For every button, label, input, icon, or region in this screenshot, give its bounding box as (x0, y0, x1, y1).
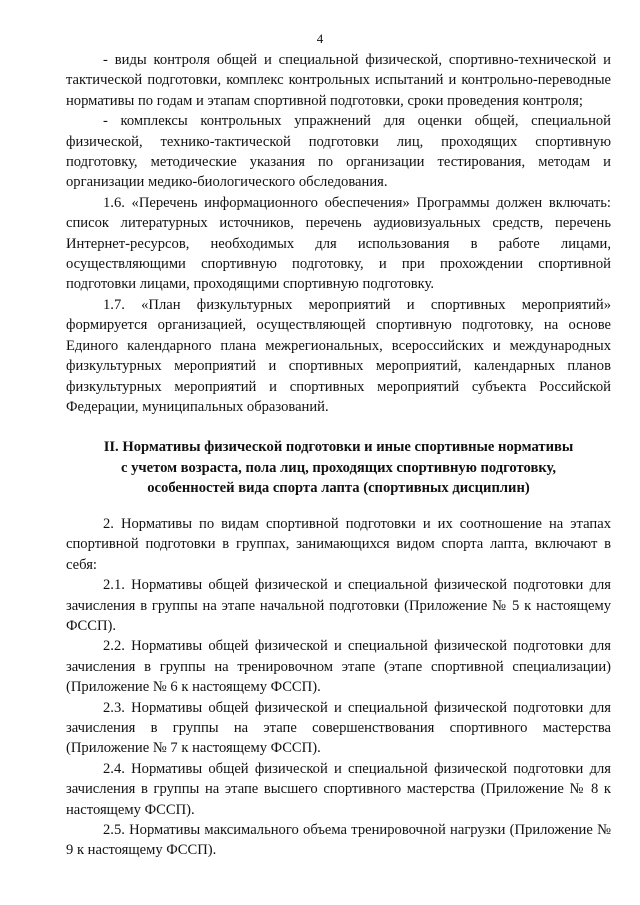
paragraph-2-2: 2.2. Нормативы общей физической и специальной физической подготовки для зачисления в группы на тренировочном этапе (этапе спортивной специализации) (Приложение № 6 к настоящему ФССП). (66, 638, 611, 696)
paragraph-control-exercises: - комплексы контрольных упражнений для оценки общей, специальной физической, технико-тактической подготовки лиц, проходящих спортивную подготовку, методические указания по организации тестирования, методам и организации медико-биологического обследования. (66, 113, 611, 191)
section-heading-line: с учетом возраста, пола лиц, проходящих спортивную подготовку, (120, 459, 557, 476)
paragraph-1-7: 1.7. «План физкультурных мероприятий и спортивных мероприятий» формируется организацией, осуществляющей спортивную подготовку, на основе Единого календарного плана межрегиональных, всероссийских и международных физкультурных мероприятий и спортивных мероприятий, календарных планов физкультурных мероприятий и спортивных мероприятий субъекта Российской Федерации, муниципальных образований. (66, 296, 611, 415)
paragraph-1-6: 1.6. «Перечень информационного обеспечения» Программы должен включать: список литературных источников, перечень аудиовизуальных средств, перечень Интернет-ресурсов, необходимых для использования в работе лицами, осуществляющими спортивную подготовку, и при прохождении спортивной подготовки лицами, проходящими спортивную подготовку. (66, 194, 611, 293)
paragraph-2-4: 2.4. Нормативы общей физической и специальной физической подготовки для зачисления в группы на этапе высшего спортивного мастерства (Приложение № 8 к настоящему ФССП). (66, 760, 611, 818)
paragraph-2-3: 2.3. Нормативы общей физической и специальной физической подготовки для зачисления в группы на этапе совершенствования спортивного мастерства (Приложение № 7 к настоящему ФССП). (66, 699, 611, 757)
paragraph-control-types: - виды контроля общей и специальной физической, спортивно-технической и тактической подготовки, комплекс контрольных испытаний и контрольно-переводные нормативы по годам и этапам спортивной подготовки, сроки проведения контроля; (66, 52, 611, 109)
section-heading-ii (66, 437, 611, 498)
page-number: 4 (316, 31, 324, 46)
paragraph-2-5: 2.5. Нормативы максимального объема тренировочной нагрузки (Приложение № 9 к настоящему ФССП). (66, 822, 611, 859)
paragraph-2: 2. Нормативы по видам спортивной подготовки и их соотношение на этапах спортивной подготовки в группах, занимающихся видом спорта лапта, включают в себя: (66, 515, 611, 573)
section-heading-line: особенностей вида спорта лапта (спортивных дисциплин) (147, 479, 530, 496)
document-body (66, 50, 611, 861)
section-heading-line: II. Нормативы физической подготовки и иные спортивные нормативы (103, 439, 574, 456)
paragraph-2-1: 2.1. Нормативы общей физической и специальной физической подготовки для зачисления в группы на этапе начальной подготовки (Приложение № 5 к настоящему ФССП). (66, 577, 611, 634)
